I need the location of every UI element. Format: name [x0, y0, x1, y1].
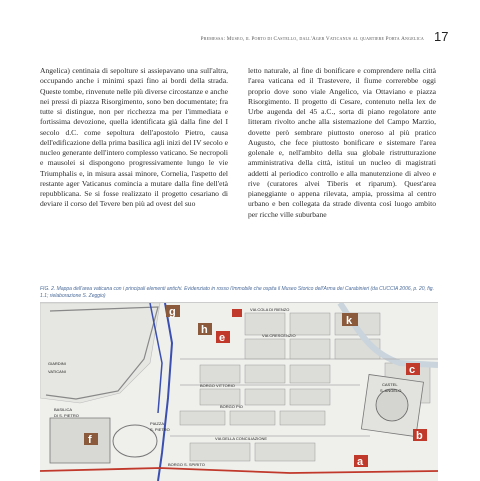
- label-s-angelo: S. ANGELO: [380, 388, 402, 393]
- left-text-column: [40, 66, 228, 210]
- map-graphic: [40, 303, 438, 481]
- label-basilica: BASILICA: [54, 407, 73, 412]
- left-paragraph: Angelica) centinaia di sepolture si assiepavano una sull'altra, occupando anche i minimi spazi fino ai bordi della strada. Queste tombe, rinvenute nelle più diverse circostanze e anche nei pressi di piazza Risorgimento, sono ben documentate; fra tutte si distingue, non per ricchezza ma per l'immediata e fortissima devozione, quella identificata già dalla fine del I secolo d.C. come sepoltura dell'apostolo Pietro, causa dell'edificazione della prima basilica agli inizi del IV secolo e nucleo generante dell'intero complesso vaticano. Se necropoli e mausolei si dispongono progressivamente lungo le vie Triumphalis e, in misura assai minore, Cornelia, l'aspetto del restante ager Vaticanus comincia a mutare dalla fine dell'età repubblicana. Se si fosse realizzato il progetto cesariano di deviare il corso del Tevere ben più ad ovest del suo: [40, 66, 228, 209]
- basilica-building: [50, 418, 110, 463]
- marker-h: [198, 323, 212, 336]
- label-giardini: GIARDINI: [48, 361, 66, 366]
- figure-caption: FIG. 2. Mappa dell'area vaticana con i principali elementi antichi. Evidenziato in rosso l'immobile che ospita il Museo Storico dell'Arma dei Carabinieri (da CUCCIA 2006, p. 20, fig. 1.1; rielaborazione S. Zeggio): [40, 286, 434, 299]
- svg-text:h: h: [201, 324, 208, 336]
- svg-text:a: a: [357, 456, 364, 468]
- label-via-crescenzio: VIA CRESCENZIO: [262, 333, 296, 338]
- svg-text:g: g: [169, 306, 176, 318]
- svg-text:e: e: [219, 332, 226, 344]
- svg-text:k: k: [346, 315, 353, 327]
- marker-b: [413, 429, 427, 442]
- marker-c: [406, 363, 420, 376]
- right-paragraph: letto naturale, al fine di bonificare e comprendere nella città l'area vaticana ed il Trastevere, il fiume correrebbe oggi proprio dove sono viale Angelico, via Ottaviano e piazza Risorgimento. Il progetto di Cesare, contenuto nella lex de Urbe augenda del 45 a.C., sorta di piano regolatore ante litteram rivolto anche alla sistemazione del Campo Marzio, dovette però sembrare piuttosto oneroso al più pratico Augusto, che fece piuttosto bonificare e sistemare l'area golenale e, nell'ambito della sua globale ristrutturazione amministrativa della città, istituì un nucleo di magistrati addetti al periodico controllo e alla manutenzione di alveo e rive (curatores alvei Tiberis et riparum). Quest'area pianeggiante o appena rilevata, ampia, prossima al centro urbano e ben collegata da strade diventa così luogo ambito per ricche ville suburbane: [248, 66, 436, 219]
- marker-e: [216, 331, 230, 344]
- label-borgo-s-spirito: BORGO S. SPIRITO: [168, 462, 205, 467]
- label-castel: CASTEL: [382, 382, 398, 387]
- label-borgo-pio: BORGO PIO: [220, 404, 243, 409]
- label-via-della-conciliazione: VIA DELLA CONCILIAZIONE: [215, 436, 268, 441]
- label-piazza: PIAZZA: [150, 421, 165, 426]
- label-s-pietro: S. PIETRO: [150, 427, 170, 432]
- marker-g: [166, 305, 180, 318]
- label-vaticani: VATICANI: [48, 369, 66, 374]
- page-number: 17: [434, 29, 449, 44]
- marker-f: [84, 433, 98, 446]
- running-head: Premessa: Museo, il Porto di Castello, dall'Ager Vaticanus al quartiere Porta Angelica: [200, 36, 424, 42]
- label-via-cola-di-rienzo: VIA COLA DI RIENZO: [250, 307, 290, 312]
- svg-text:f: f: [88, 434, 92, 446]
- museum-building-highlight: [232, 309, 242, 317]
- label-borgo-vittorio: BORGO VITTORIO: [200, 383, 235, 388]
- svg-text:c: c: [409, 364, 416, 376]
- marker-a: [354, 455, 368, 468]
- vatican-area-map: [40, 302, 438, 481]
- marker-k: [342, 313, 358, 327]
- label-di-san-pietro: DI S. PIETRO: [54, 413, 79, 418]
- svg-text:b: b: [416, 430, 423, 442]
- right-text-column: [248, 66, 436, 220]
